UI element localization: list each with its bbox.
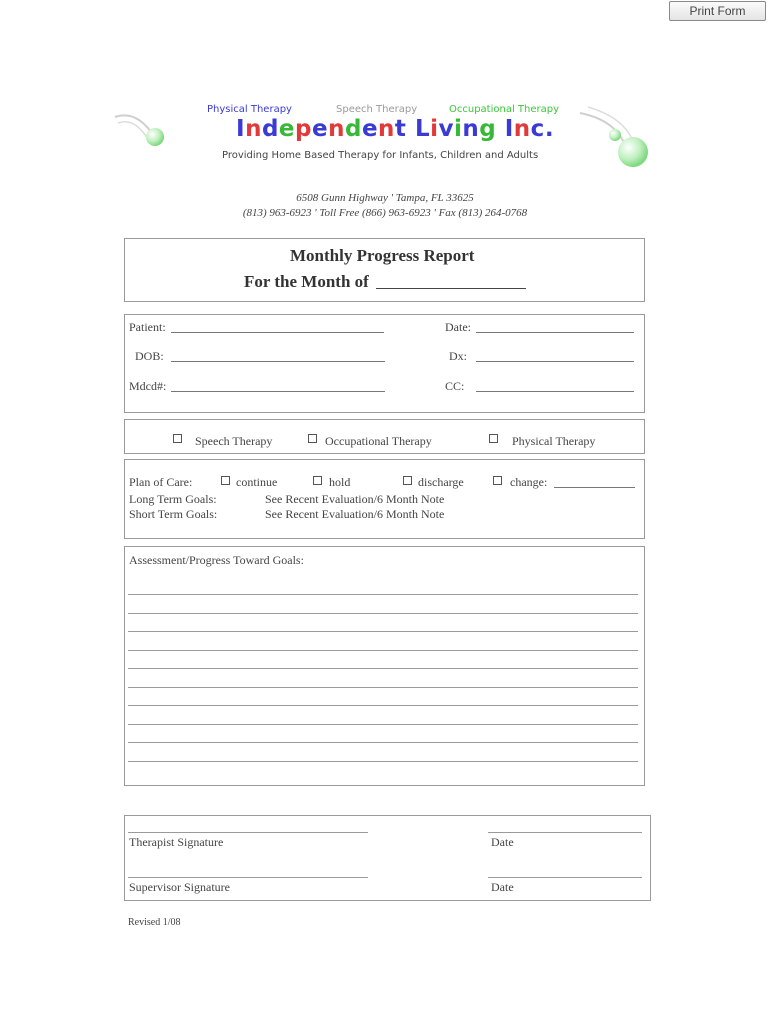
logo-title-letter: e — [278, 116, 296, 142]
logo-title-letter: I — [504, 116, 514, 142]
short-term-goals-label: Short Term Goals: — [129, 507, 218, 521]
supervisor-date-field[interactable] — [488, 877, 642, 878]
green-bubble-icon — [146, 128, 164, 146]
assessment-line — [128, 742, 638, 743]
hold-checkbox[interactable] — [313, 476, 322, 485]
assessment-line — [128, 761, 638, 762]
logo-title-letter: . — [544, 116, 555, 142]
logo-service-speech: Speech Therapy — [336, 104, 418, 115]
logo-title-letter: v — [438, 116, 454, 142]
assessment-line — [128, 687, 638, 688]
assessment-line — [128, 594, 638, 595]
month-field[interactable] — [376, 288, 526, 289]
assessment-line — [128, 650, 638, 651]
logo-title-letter: n — [513, 116, 531, 142]
therapist-date-field[interactable] — [488, 832, 642, 833]
logo-title-letter: p — [295, 116, 312, 142]
speech-therapy-checkbox[interactable] — [173, 434, 182, 443]
logo-title — [236, 116, 554, 142]
logo-service-occupational: Occupational Therapy — [449, 104, 560, 115]
month-label: For the Month of — [244, 272, 369, 291]
change-field[interactable] — [554, 487, 635, 488]
address-line-2: (813) 963-6923 ' Toll Free (866) 963-6923 ' Fax (813) 264-0768 — [242, 207, 528, 219]
change-label: change: — [510, 475, 548, 489]
logo-title-letter — [406, 116, 415, 142]
continue-checkbox[interactable] — [221, 476, 230, 485]
continue-label: continue — [236, 475, 278, 489]
logo-title-letter: n — [245, 116, 262, 142]
assessment-line — [128, 668, 638, 669]
logo-title-letter: d — [344, 116, 362, 142]
revised-note: Revised 1/08 — [128, 917, 181, 928]
logo-title-letter: i — [430, 116, 439, 142]
logo-title-letter: g — [479, 116, 497, 142]
cc-field[interactable] — [476, 391, 634, 392]
patient-label: Patient: — [129, 320, 166, 334]
supervisor-signature-label: Supervisor Signature — [129, 880, 230, 894]
occupational-therapy-checkbox[interactable] — [308, 434, 317, 443]
report-title: Monthly Progress Report — [290, 246, 475, 265]
logo-title-letter: n — [378, 116, 395, 142]
assessment-line — [128, 631, 638, 632]
physical-therapy-label: Physical Therapy — [512, 434, 596, 448]
hold-label: hold — [329, 475, 351, 489]
medicaid-label: Mdcd#: — [129, 379, 167, 393]
therapist-signature-label: Therapist Signature — [129, 835, 224, 849]
logo-title-letter: c — [530, 116, 545, 142]
date-label: Date: — [445, 320, 471, 334]
logo-title-letter: L — [414, 116, 431, 142]
dob-label: DOB: — [135, 349, 164, 363]
cc-label: CC: — [445, 379, 465, 393]
supervisor-signature-field[interactable] — [128, 877, 368, 878]
discharge-checkbox[interactable] — [403, 476, 412, 485]
assessment-box[interactable] — [124, 546, 645, 786]
patient-field[interactable] — [171, 332, 384, 333]
logo-title-letter: n — [328, 116, 345, 142]
speech-therapy-label: Speech Therapy — [195, 434, 273, 448]
green-bubble-icon — [618, 137, 648, 167]
assessment-line — [128, 613, 638, 614]
assessment-line — [128, 724, 638, 725]
change-checkbox[interactable] — [493, 476, 502, 485]
dx-field[interactable] — [476, 361, 634, 362]
long-term-goals-value: See Recent Evaluation/6 Month Note — [265, 492, 445, 506]
logo-service-physical: Physical Therapy — [207, 104, 292, 115]
assessment-label: Assessment/Progress Toward Goals: — [129, 553, 304, 567]
therapist-date-label: Date — [491, 835, 514, 849]
address-line-1: 6508 Gunn Highway ' Tampa, FL 33625 — [296, 192, 474, 204]
physical-therapy-checkbox[interactable] — [489, 434, 498, 443]
logo-title-letter: t — [394, 116, 407, 142]
logo-title-letter: e — [311, 116, 329, 142]
logo-title-letter — [496, 116, 505, 142]
medicaid-field[interactable] — [171, 391, 385, 392]
short-term-goals-value: See Recent Evaluation/6 Month Note — [265, 507, 445, 521]
dx-label: Dx: — [449, 349, 467, 363]
long-term-goals-label: Long Term Goals: — [129, 492, 217, 506]
logo-title-letter: i — [453, 116, 463, 142]
logo-tagline: Providing Home Based Therapy for Infants, Children and Adults — [222, 150, 539, 161]
logo-title-letter: e — [361, 116, 379, 142]
logo-title-letter: d — [261, 116, 279, 142]
occupational-therapy-label: Occupational Therapy — [325, 434, 432, 448]
print-form-button[interactable]: Print Form — [669, 1, 766, 21]
therapist-signature-field[interactable] — [128, 832, 368, 833]
dob-field[interactable] — [171, 361, 385, 362]
patient-info-box — [124, 314, 645, 413]
logo-title-letter: n — [462, 116, 480, 142]
discharge-label: discharge — [418, 475, 464, 489]
assessment-line — [128, 705, 638, 706]
logo-title-letter: I — [236, 116, 246, 142]
supervisor-date-label: Date — [491, 880, 514, 894]
plan-of-care-label: Plan of Care: — [129, 475, 193, 489]
green-bubble-icon — [609, 129, 621, 141]
date-field[interactable] — [476, 332, 634, 333]
